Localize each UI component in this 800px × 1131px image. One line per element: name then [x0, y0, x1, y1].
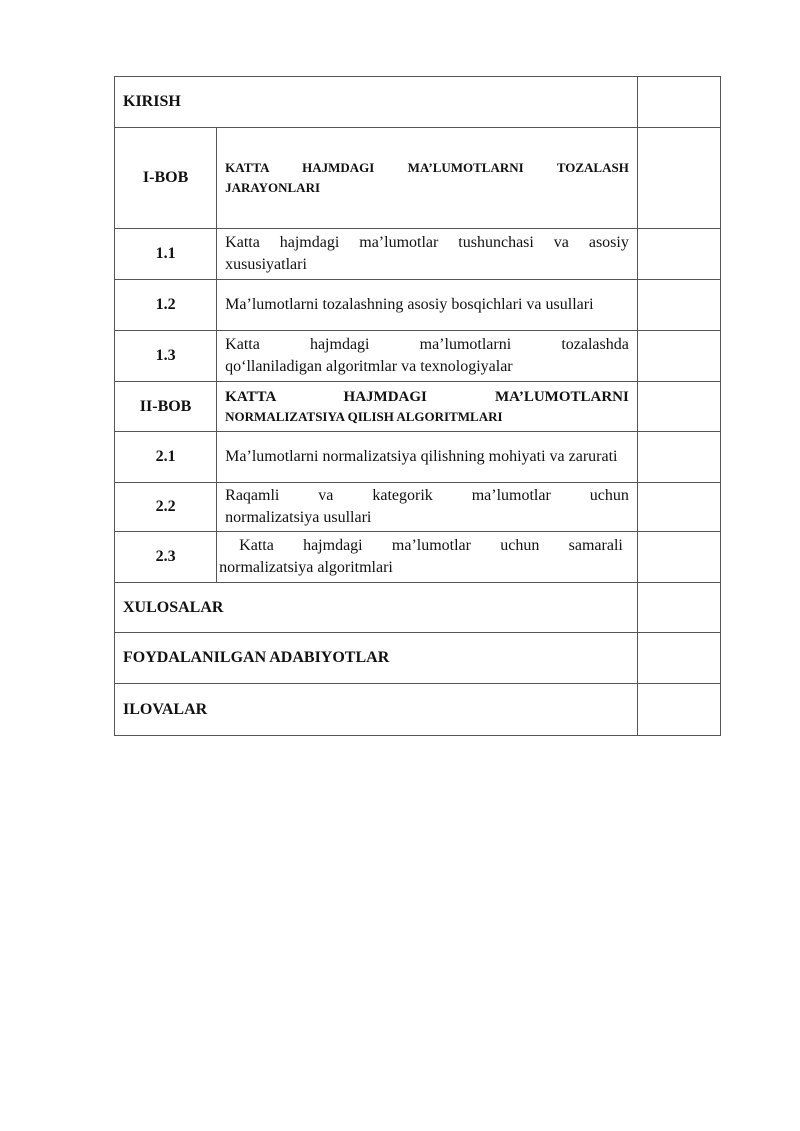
section-1-1-title: Katta hajmdagi ma’lumotlar tushunchasi va asosiy xususiyatlari: [217, 229, 638, 280]
toc-row-section-2-2: [115, 483, 721, 532]
chapter-1-title: KATTA HAJMDAGI MA’LUMOTLARNI TOZALASH JARAYONLARI: [217, 128, 638, 229]
toc-row-section-2-3: [115, 532, 721, 583]
section-2-3-title-line-2: normalizatsiya algoritmlari: [219, 559, 393, 576]
toc-appendices-title: ILOVALAR: [115, 684, 638, 736]
toc-page-cell: [637, 77, 720, 128]
toc-page-cell: [637, 583, 720, 633]
section-1-2-number: 1.2: [115, 280, 217, 331]
toc-intro-title: KIRISH: [115, 77, 638, 128]
toc-row-section-1-2: [115, 280, 721, 331]
toc-page-cell: [637, 128, 720, 229]
chapter-2-number: II-BOB: [115, 382, 217, 432]
chapter-2-title: [217, 382, 638, 432]
toc-row-section-2-1: [115, 432, 721, 483]
toc-row-chapter-2: [115, 382, 721, 432]
toc-row-conclusions: [115, 583, 721, 633]
section-1-3-title-line-2: qo‘llaniladigan algoritmlar va texnologiyalar: [225, 358, 513, 375]
section-1-3-title-line-1: Katta hajmdagi ma’lumotlarni tozalashda: [225, 336, 629, 353]
toc-page-cell: [637, 432, 720, 483]
toc-page-cell: [637, 229, 720, 280]
section-2-1-number: 2.1: [115, 432, 217, 483]
section-2-2-title: [217, 483, 638, 532]
toc-page-cell: [637, 280, 720, 331]
section-2-2-title-line-1: Raqamli va kategorik ma’lumotlar uchun: [225, 487, 629, 504]
toc-row-section-1-3: [115, 331, 721, 382]
chapter-2-title-line-2: NORMALIZATSIYA QILISH ALGORITMLARI: [225, 408, 503, 424]
section-1-3-number: 1.3: [115, 331, 217, 382]
section-1-1-number: 1.1: [115, 229, 217, 280]
toc-references-title: FOYDALANILGAN ADABIYOTLAR: [115, 633, 638, 684]
section-2-2-number: 2.2: [115, 483, 217, 532]
toc-row-references: [115, 633, 721, 684]
chapter-1-number: I-BOB: [115, 128, 217, 229]
section-2-2-title-line-2: normalizatsiya usullari: [225, 509, 372, 526]
table-of-contents: [114, 76, 721, 736]
toc-page-cell: [637, 532, 720, 583]
toc-page-cell: [637, 684, 720, 736]
section-2-3-title: [217, 532, 638, 583]
toc-page-cell: [637, 331, 720, 382]
toc-row-chapter-1: [115, 128, 721, 229]
toc-page-cell: [637, 382, 720, 432]
toc-page-cell: [637, 633, 720, 684]
section-2-3-number: 2.3: [115, 532, 217, 583]
section-1-3-title: [217, 331, 638, 382]
toc-row-intro: [115, 77, 721, 128]
chapter-2-title-line-1: KATTA HAJMDAGI MA’LUMOTLARNI: [225, 388, 629, 405]
toc-row-section-1-1: [115, 229, 721, 280]
section-2-3-title-line-1: Katta hajmdagi ma’lumotlar uchun samarali: [239, 537, 623, 554]
section-2-1-title: Ma’lumotlarni normalizatsiya qilishning mohiyati va zarurati: [217, 432, 638, 483]
toc-page-cell: [637, 483, 720, 532]
section-1-2-title: Ma’lumotlarni tozalashning asosiy bosqichlari va usullari: [217, 280, 638, 331]
toc-row-appendices: [115, 684, 721, 736]
toc-conclusions-title: XULOSALAR: [115, 583, 638, 633]
